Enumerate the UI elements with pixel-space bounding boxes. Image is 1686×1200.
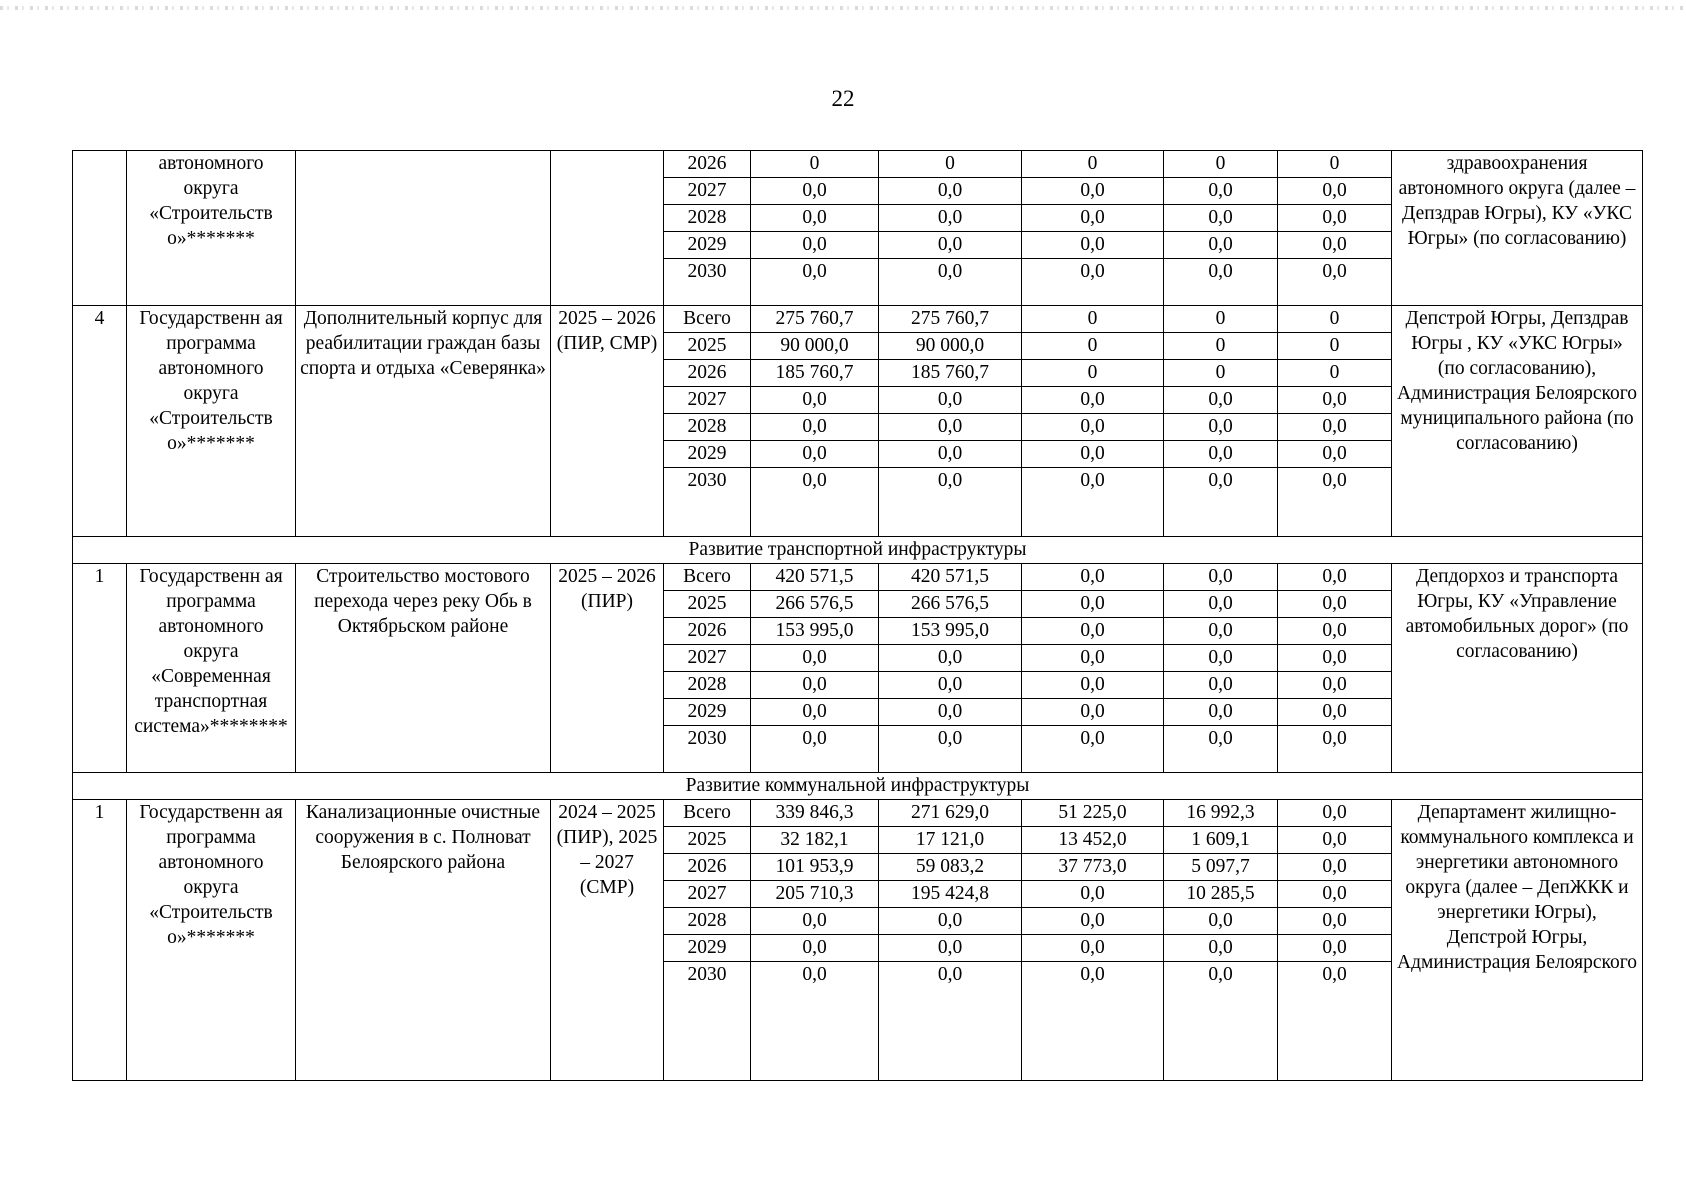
other-sources-value: 0,0 bbox=[1278, 178, 1392, 205]
federal-budget-value: 0,0 bbox=[1022, 881, 1164, 908]
year-cell: 2027 bbox=[664, 178, 751, 205]
total-value: 0,0 bbox=[751, 726, 879, 773]
local-budget-value: 0 bbox=[1164, 333, 1278, 360]
district-budget-value: 0,0 bbox=[879, 178, 1022, 205]
row-number: 1 bbox=[73, 800, 127, 1081]
other-sources-value: 0,0 bbox=[1278, 645, 1392, 672]
district-budget-value: 195 424,8 bbox=[879, 881, 1022, 908]
responsible-executor: Депстрой Югры, Депздрав Югры , КУ «УКС Югры» (по согласованию), Администрация Белоярского муниципального района (по согласованию) bbox=[1392, 306, 1643, 537]
district-budget-value: 17 121,0 bbox=[879, 827, 1022, 854]
district-budget-value: 0,0 bbox=[879, 645, 1022, 672]
object-name: Строительство мостового перехода через реку Обь в Октябрьском районе bbox=[296, 564, 551, 773]
local-budget-value: 0,0 bbox=[1164, 645, 1278, 672]
district-budget-value: 0,0 bbox=[879, 962, 1022, 1081]
district-budget-value: 0,0 bbox=[879, 387, 1022, 414]
total-value: 275 760,7 bbox=[751, 306, 879, 333]
other-sources-value: 0,0 bbox=[1278, 205, 1392, 232]
total-value: 153 995,0 bbox=[751, 618, 879, 645]
object-name: Дополнительный корпус для реабилитации граждан базы спорта и отдыха «Северянка» bbox=[296, 306, 551, 537]
total-value: 0,0 bbox=[751, 178, 879, 205]
local-budget-value: 0,0 bbox=[1164, 468, 1278, 537]
total-value: 205 710,3 bbox=[751, 881, 879, 908]
federal-budget-value: 0,0 bbox=[1022, 441, 1164, 468]
district-budget-value: 0,0 bbox=[879, 414, 1022, 441]
local-budget-value: 0 bbox=[1164, 306, 1278, 333]
year-cell: 2030 bbox=[664, 259, 751, 306]
other-sources-value: 0 bbox=[1278, 333, 1392, 360]
other-sources-value: 0,0 bbox=[1278, 827, 1392, 854]
local-budget-value: 0 bbox=[1164, 360, 1278, 387]
district-budget-value: 0,0 bbox=[879, 232, 1022, 259]
total-value: 0,0 bbox=[751, 259, 879, 306]
federal-budget-value: 0,0 bbox=[1022, 259, 1164, 306]
federal-budget-value: 0,0 bbox=[1022, 645, 1164, 672]
year-cell: 2028 bbox=[664, 672, 751, 699]
federal-budget-value: 0,0 bbox=[1022, 387, 1164, 414]
year-cell: 2026 bbox=[664, 360, 751, 387]
other-sources-value: 0,0 bbox=[1278, 618, 1392, 645]
other-sources-value: 0 bbox=[1278, 306, 1392, 333]
local-budget-value: 0,0 bbox=[1164, 178, 1278, 205]
row-number: 1 bbox=[73, 564, 127, 773]
federal-budget-value: 0 bbox=[1022, 360, 1164, 387]
year-cell: 2028 bbox=[664, 908, 751, 935]
district-budget-value: 59 083,2 bbox=[879, 854, 1022, 881]
table-row bbox=[73, 800, 1643, 827]
local-budget-value: 16 992,3 bbox=[1164, 800, 1278, 827]
year-cell: 2026 bbox=[664, 618, 751, 645]
period-text bbox=[551, 151, 664, 306]
year-cell: 2028 bbox=[664, 205, 751, 232]
local-budget-value: 0,0 bbox=[1164, 908, 1278, 935]
total-value: 0,0 bbox=[751, 699, 879, 726]
other-sources-value: 0,0 bbox=[1278, 414, 1392, 441]
local-budget-value: 0,0 bbox=[1164, 699, 1278, 726]
year-cell: 2029 bbox=[664, 699, 751, 726]
program-name: Государственн ая программа автономного округа «Строительств о»******* bbox=[127, 306, 296, 537]
federal-budget-value: 0 bbox=[1022, 151, 1164, 178]
table-row bbox=[73, 564, 1643, 591]
federal-budget-value: 0,0 bbox=[1022, 726, 1164, 773]
other-sources-value: 0,0 bbox=[1278, 387, 1392, 414]
section-separator-row bbox=[73, 537, 1643, 564]
total-value: 0,0 bbox=[751, 935, 879, 962]
district-budget-value: 0,0 bbox=[879, 908, 1022, 935]
other-sources-value: 0,0 bbox=[1278, 259, 1392, 306]
object-name bbox=[296, 151, 551, 306]
local-budget-value: 0,0 bbox=[1164, 726, 1278, 773]
section-separator-row bbox=[73, 773, 1643, 800]
responsible-executor: здравоохранения автономного округа (далее – Депздрав Югры), КУ «УКС Югры» (по согласованию) bbox=[1392, 151, 1643, 306]
total-value: 0,0 bbox=[751, 205, 879, 232]
other-sources-value: 0 bbox=[1278, 151, 1392, 178]
total-value: 0,0 bbox=[751, 962, 879, 1081]
year-cell: 2026 bbox=[664, 151, 751, 178]
year-cell: 2025 bbox=[664, 333, 751, 360]
year-cell: Всего bbox=[664, 306, 751, 333]
other-sources-value: 0,0 bbox=[1278, 962, 1392, 1081]
federal-budget-value: 37 773,0 bbox=[1022, 854, 1164, 881]
responsible-executor: Департамент жилищно- коммунального комплекса и энергетики автономного округа (далее – ДепЖКК и энергетики Югры), Депстрой Югры, Администрация Белоярского bbox=[1392, 800, 1643, 1081]
other-sources-value: 0,0 bbox=[1278, 935, 1392, 962]
year-cell: 2027 bbox=[664, 645, 751, 672]
district-budget-value: 271 629,0 bbox=[879, 800, 1022, 827]
other-sources-value: 0,0 bbox=[1278, 908, 1392, 935]
period-text: 2025 – 2026 (ПИР) bbox=[551, 564, 664, 773]
district-budget-value: 0,0 bbox=[879, 205, 1022, 232]
federal-budget-value: 13 452,0 bbox=[1022, 827, 1164, 854]
program-name: Государственн ая программа автономного округа «Современная транспортная система»******** bbox=[127, 564, 296, 773]
year-cell: Всего bbox=[664, 564, 751, 591]
total-value: 101 953,9 bbox=[751, 854, 879, 881]
total-value: 0,0 bbox=[751, 414, 879, 441]
year-cell: 2029 bbox=[664, 232, 751, 259]
other-sources-value: 0,0 bbox=[1278, 726, 1392, 773]
district-budget-value: 0,0 bbox=[879, 726, 1022, 773]
federal-budget-value: 0,0 bbox=[1022, 205, 1164, 232]
total-value: 0,0 bbox=[751, 468, 879, 537]
other-sources-value: 0,0 bbox=[1278, 441, 1392, 468]
year-cell: 2029 bbox=[664, 441, 751, 468]
district-budget-value: 275 760,7 bbox=[879, 306, 1022, 333]
year-cell: 2026 bbox=[664, 854, 751, 881]
local-budget-value: 0,0 bbox=[1164, 232, 1278, 259]
district-budget-value: 0,0 bbox=[879, 699, 1022, 726]
other-sources-value: 0,0 bbox=[1278, 800, 1392, 827]
total-value: 266 576,5 bbox=[751, 591, 879, 618]
row-number: 4 bbox=[73, 306, 127, 537]
district-budget-value: 0,0 bbox=[879, 441, 1022, 468]
federal-budget-value: 0,0 bbox=[1022, 699, 1164, 726]
total-value: 0,0 bbox=[751, 232, 879, 259]
district-budget-value: 266 576,5 bbox=[879, 591, 1022, 618]
other-sources-value: 0,0 bbox=[1278, 881, 1392, 908]
federal-budget-value: 0,0 bbox=[1022, 962, 1164, 1081]
responsible-executor: Депдорхоз и транспорта Югры, КУ «Управление автомобильных дорог» (по согласованию) bbox=[1392, 564, 1643, 773]
period-text: 2024 – 2025 (ПИР), 2025 – 2027 (СМР) bbox=[551, 800, 664, 1081]
local-budget-value: 1 609,1 bbox=[1164, 827, 1278, 854]
local-budget-value: 0,0 bbox=[1164, 962, 1278, 1081]
federal-budget-value: 0 bbox=[1022, 333, 1164, 360]
federal-budget-value: 0,0 bbox=[1022, 232, 1164, 259]
total-value: 32 182,1 bbox=[751, 827, 879, 854]
other-sources-value: 0,0 bbox=[1278, 564, 1392, 591]
federal-budget-value: 51 225,0 bbox=[1022, 800, 1164, 827]
local-budget-value: 0,0 bbox=[1164, 591, 1278, 618]
total-value: 0,0 bbox=[751, 908, 879, 935]
year-cell: 2025 bbox=[664, 827, 751, 854]
local-budget-value: 5 097,7 bbox=[1164, 854, 1278, 881]
district-budget-value: 0,0 bbox=[879, 672, 1022, 699]
year-cell: 2030 bbox=[664, 962, 751, 1081]
year-cell: 2029 bbox=[664, 935, 751, 962]
section-title: Развитие коммунальной инфраструктуры bbox=[73, 773, 1643, 800]
federal-budget-value: 0,0 bbox=[1022, 591, 1164, 618]
total-value: 420 571,5 bbox=[751, 564, 879, 591]
object-name: Канализационные очистные сооружения в с. Полноват Белоярского района bbox=[296, 800, 551, 1081]
other-sources-value: 0,0 bbox=[1278, 468, 1392, 537]
district-budget-value: 0,0 bbox=[879, 468, 1022, 537]
federal-budget-value: 0,0 bbox=[1022, 178, 1164, 205]
program-table bbox=[72, 150, 1643, 1081]
district-budget-value: 420 571,5 bbox=[879, 564, 1022, 591]
local-budget-value: 0,0 bbox=[1164, 441, 1278, 468]
total-value: 0 bbox=[751, 151, 879, 178]
local-budget-value: 0,0 bbox=[1164, 259, 1278, 306]
local-budget-value: 10 285,5 bbox=[1164, 881, 1278, 908]
district-budget-value: 0 bbox=[879, 151, 1022, 178]
total-value: 0,0 bbox=[751, 645, 879, 672]
federal-budget-value: 0,0 bbox=[1022, 414, 1164, 441]
federal-budget-value: 0,0 bbox=[1022, 618, 1164, 645]
local-budget-value: 0,0 bbox=[1164, 564, 1278, 591]
total-value: 0,0 bbox=[751, 441, 879, 468]
federal-budget-value: 0 bbox=[1022, 306, 1164, 333]
local-budget-value: 0,0 bbox=[1164, 935, 1278, 962]
table-row bbox=[73, 151, 1643, 178]
year-cell: 2027 bbox=[664, 881, 751, 908]
other-sources-value: 0,0 bbox=[1278, 591, 1392, 618]
total-value: 90 000,0 bbox=[751, 333, 879, 360]
local-budget-value: 0,0 bbox=[1164, 672, 1278, 699]
year-cell: 2025 bbox=[664, 591, 751, 618]
other-sources-value: 0,0 bbox=[1278, 232, 1392, 259]
local-budget-value: 0,0 bbox=[1164, 387, 1278, 414]
local-budget-value: 0,0 bbox=[1164, 205, 1278, 232]
district-budget-value: 0,0 bbox=[879, 935, 1022, 962]
federal-budget-value: 0,0 bbox=[1022, 935, 1164, 962]
other-sources-value: 0 bbox=[1278, 360, 1392, 387]
federal-budget-value: 0,0 bbox=[1022, 672, 1164, 699]
other-sources-value: 0,0 bbox=[1278, 854, 1392, 881]
total-value: 185 760,7 bbox=[751, 360, 879, 387]
district-budget-value: 185 760,7 bbox=[879, 360, 1022, 387]
row-number bbox=[73, 151, 127, 306]
year-cell: 2030 bbox=[664, 468, 751, 537]
total-value: 0,0 bbox=[751, 387, 879, 414]
total-value: 0,0 bbox=[751, 672, 879, 699]
federal-budget-value: 0,0 bbox=[1022, 468, 1164, 537]
table-row bbox=[73, 306, 1643, 333]
year-cell: Всего bbox=[664, 800, 751, 827]
year-cell: 2030 bbox=[664, 726, 751, 773]
scan-noise bbox=[0, 6, 1686, 10]
period-text: 2025 – 2026 (ПИР, СМР) bbox=[551, 306, 664, 537]
local-budget-value: 0,0 bbox=[1164, 414, 1278, 441]
program-name: автономного округа «Строительств о»******* bbox=[127, 151, 296, 306]
section-title: Развитие транспортной инфраструктуры bbox=[73, 537, 1643, 564]
district-budget-value: 153 995,0 bbox=[879, 618, 1022, 645]
year-cell: 2028 bbox=[664, 414, 751, 441]
district-budget-value: 0,0 bbox=[879, 259, 1022, 306]
district-budget-value: 90 000,0 bbox=[879, 333, 1022, 360]
page-number: 22 bbox=[831, 86, 855, 111]
federal-budget-value: 0,0 bbox=[1022, 908, 1164, 935]
local-budget-value: 0 bbox=[1164, 151, 1278, 178]
program-name: Государственн ая программа автономного округа «Строительств о»******* bbox=[127, 800, 296, 1081]
federal-budget-value: 0,0 bbox=[1022, 564, 1164, 591]
other-sources-value: 0,0 bbox=[1278, 699, 1392, 726]
total-value: 339 846,3 bbox=[751, 800, 879, 827]
year-cell: 2027 bbox=[664, 387, 751, 414]
local-budget-value: 0,0 bbox=[1164, 618, 1278, 645]
other-sources-value: 0,0 bbox=[1278, 672, 1392, 699]
